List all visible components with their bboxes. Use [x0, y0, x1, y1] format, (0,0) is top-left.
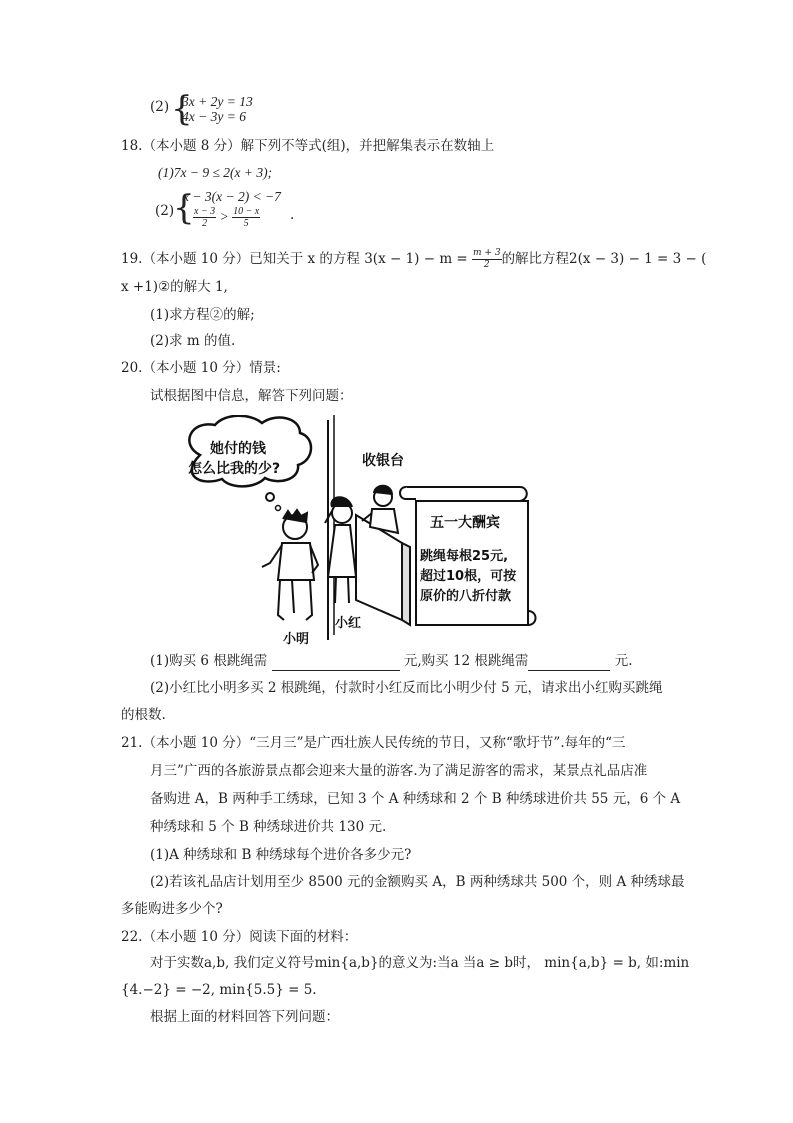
thought-dot-icon	[276, 506, 281, 511]
p21-q2-line2: 多能购进多少个?	[121, 901, 223, 917]
girl-figure-icon	[325, 497, 356, 603]
p20-q1-a: (1)购买 6 根跳绳需	[150, 653, 272, 669]
p22-line1: 对于实数a,b, 我们定义符号min{a,b}的意义为:当a 当a ≥ b时， min{a,b} = b, 如:min	[150, 955, 690, 971]
boy-label: 小明	[283, 632, 310, 647]
p18-part2-label: (2)	[155, 203, 175, 219]
system-brace-icon: {	[173, 188, 195, 228]
p20-q1-b: 元,购买 12 根跳绳需	[399, 653, 529, 669]
p20-q1	[150, 651, 633, 671]
p17-part2-label: (2)	[150, 99, 170, 115]
p18-ineq2	[193, 205, 260, 229]
p19-q1: (1)求方程②的解;	[150, 307, 255, 323]
operator: >	[219, 209, 229, 224]
p22-header: 22.（本小题 10 分）阅读下面的材料：	[121, 929, 358, 945]
cashier-label: 收银台	[362, 453, 404, 469]
sign-title: 五一大酬宾	[430, 515, 500, 531]
p18-ineq1: x − 3(x − 2) < −7	[183, 189, 281, 204]
p20-intro: 试根据图中信息，解答下列问题：	[150, 388, 353, 404]
p21-line3: 备购进 A，B 两种手工绣球，已知 3 个 A 种绣球和 2 个 B 种绣球进价共 55 元，6 个 A	[150, 791, 681, 807]
bubble-line1: 她付的钱	[210, 441, 266, 457]
p19-line2: x +1)②的解大 1,	[121, 279, 228, 295]
p20-header: 20.（本小题 10 分）情景:	[121, 360, 281, 376]
p21-q2-line1: (2)若该礼品店计划用至少 8500 元的金额购买 A，B 两种绣球共 500 个，则 A 种绣球最	[150, 874, 685, 890]
p18-end-mark: .	[290, 207, 295, 223]
answer-blank-1[interactable]	[272, 656, 400, 671]
p20-q1-c: 元.	[610, 653, 633, 669]
thought-dot-icon	[266, 493, 274, 501]
p19-line1-post: 的解比方程2(x − 3) − 1 = 3 − (	[501, 251, 707, 267]
p22-line2: {4.−2} = −2, min{5.5} = 5.	[121, 982, 317, 998]
fraction: $\frac{10 - x}{5}$	[233, 206, 260, 230]
answer-blank-2[interactable]	[528, 656, 610, 671]
p18-header: 18.（本小题 8 分）解下列不等式(组)，并把解集表示在数轴上	[121, 138, 495, 154]
p19-line1	[121, 248, 706, 271]
p19-line1-pre: 19.（本小题 10 分）已知关于 x 的方程 3(x − 1) − m =	[121, 251, 473, 267]
p22-line3: 根据上面的材料回答下列问题：	[150, 1009, 339, 1025]
p21-line4: 种绣球和 5 个 B 种绣球进价共 130 元.	[150, 819, 387, 835]
fraction: $\frac{x - 3}{2}$	[194, 206, 216, 230]
p21-q1: (1)A 种绣球和 B 种绣球每个进价各多少元?	[150, 847, 412, 863]
girl-label: 小红	[335, 616, 362, 631]
sign-line2: 超过10根，可按	[420, 569, 517, 584]
fraction: $\frac{m + 3}{2}$	[473, 248, 501, 270]
counter-icon	[356, 515, 410, 625]
p21-line1: 21.（本小题 10 分）“三月三”是广西壮族人民传统的节日，又称“歌圩节”.每年的“三	[121, 735, 626, 751]
p18-part1: (1)7x − 9 ≤ 2(x + 3);	[158, 165, 273, 180]
p20-q2-line2: 的根数.	[121, 707, 166, 723]
p17-eq1: 3x + 2y = 13	[182, 94, 253, 109]
shopping-illustration	[170, 415, 550, 650]
p19-q2: (2)求 m 的值.	[150, 333, 236, 349]
sign-line3: 原价的八折付款	[420, 589, 512, 604]
sign-line1: 跳绳每根25元,	[420, 549, 509, 564]
system-brace-icon: {	[171, 89, 193, 129]
p17-eq2: 4x − 3y = 6	[182, 109, 246, 124]
boy-figure-icon	[262, 510, 318, 620]
p21-line2: 月三”广西的各旅游景点都会迎来大量的游客.为了满足游客的需求，某景点礼品店准	[150, 763, 648, 779]
bubble-line2: 怎么比我的少?	[188, 461, 281, 477]
p20-q2-line1: (2)小红比小明多买 2 根跳绳，付款时小红反而比小明少付 5 元，请求出小红购买跳绳	[150, 680, 663, 696]
